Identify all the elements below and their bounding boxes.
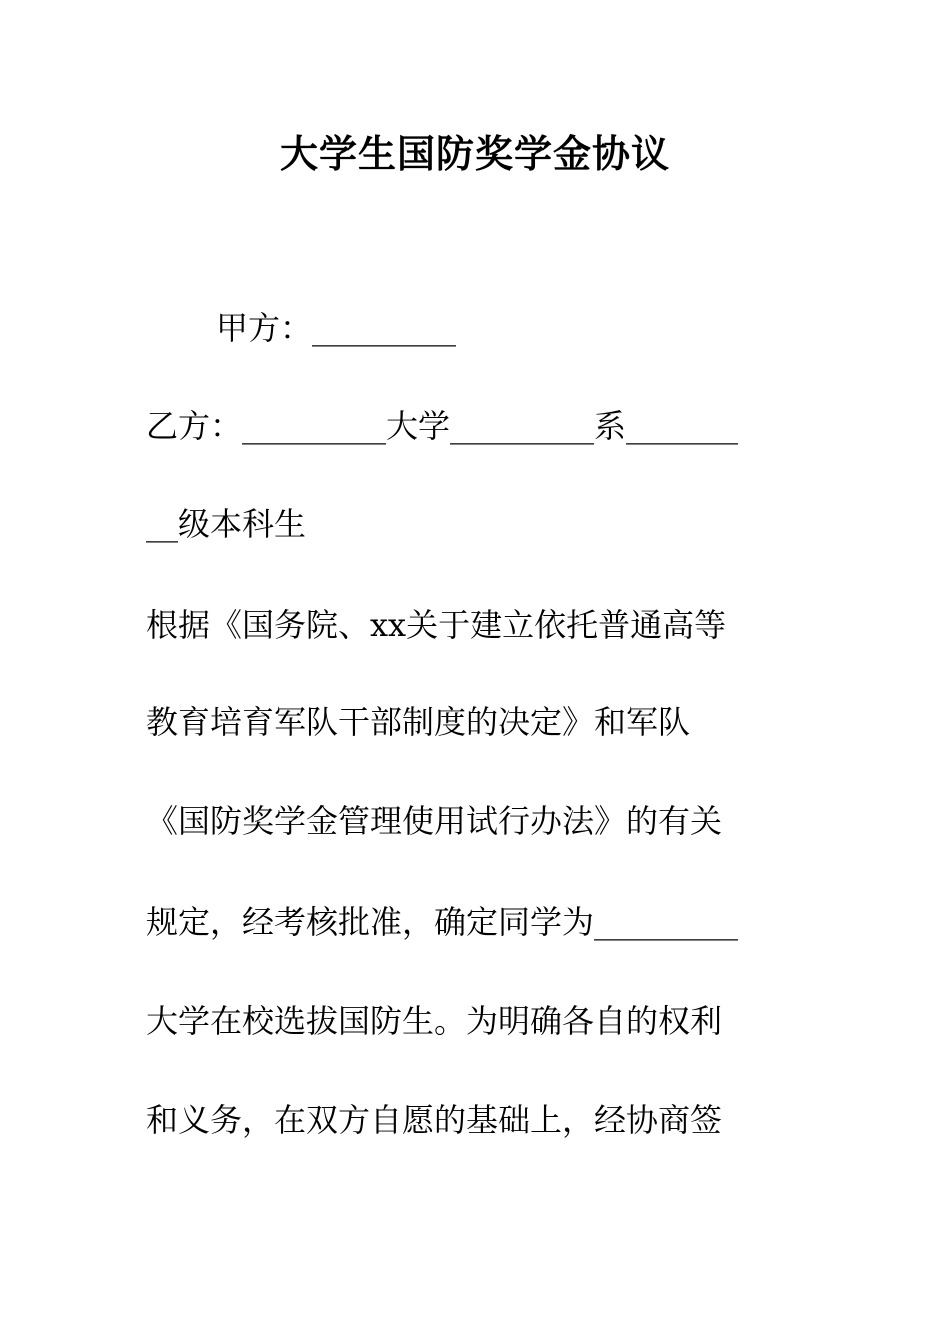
body-text-line: 《国防奖学金管理使用试行办法》的有关 <box>146 802 723 840</box>
party-a-line: 甲方：_________ <box>216 309 457 347</box>
party-b-line: 乙方：_________大学_________系_______ <box>146 407 739 445</box>
body-text-line: 教育培育军队干部制度的决定》和军队 <box>146 703 691 741</box>
body-text-line: 大学在校选拔国防生。为明确各自的权利 <box>146 1002 723 1040</box>
body-text-line: 规定，经考核批准，确定同学为_________ <box>146 903 739 941</box>
document-title: 大学生国防奖学金协议 <box>279 131 670 176</box>
body-text-line: 根据《国务院、xx关于建立依托普通高等 <box>146 606 727 644</box>
party-b-grade-line: __级本科生 <box>146 505 307 543</box>
body-text-line: 和义务，在双方自愿的基础上，经协商签 <box>146 1101 723 1139</box>
